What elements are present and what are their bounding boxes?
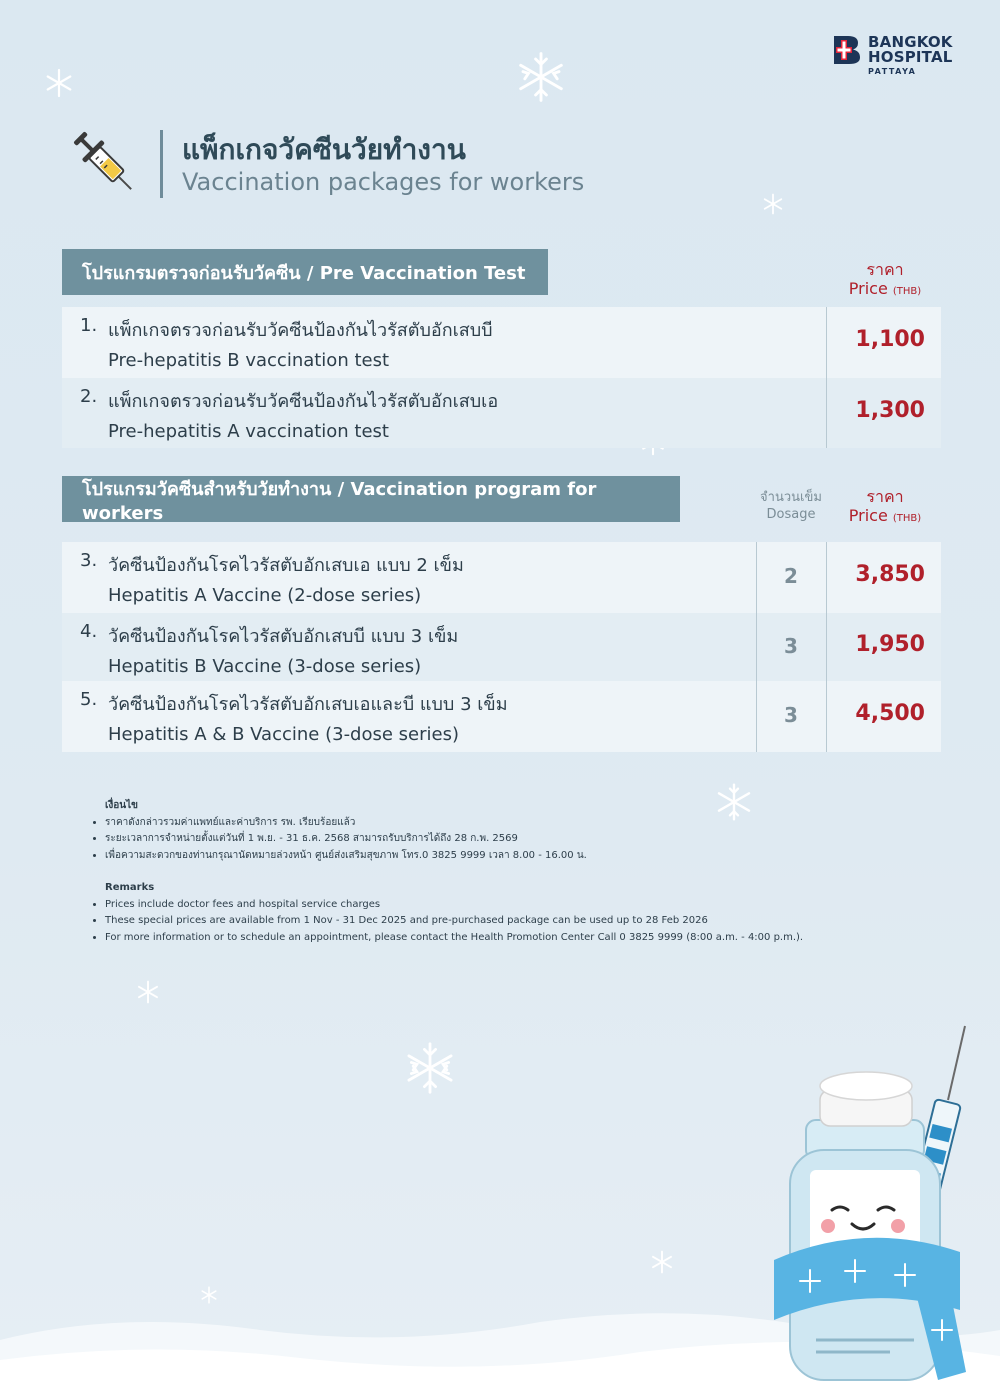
row-price: 4,500 <box>855 701 925 726</box>
list-item: • Prices include doctor fees and hospital service charges <box>105 897 888 914</box>
conditions-list <box>88 815 888 865</box>
row-dosage: 3 <box>784 703 798 727</box>
price-label-th: ราคา <box>866 260 904 279</box>
conditions-heading: เงื่อนไข <box>105 800 139 811</box>
header-divider <box>160 130 163 198</box>
table-row <box>62 613 941 681</box>
row-number: 4. <box>80 621 98 642</box>
row-title-en: Pre-hepatitis B vaccination test <box>108 350 390 371</box>
price-label-th: ราคา <box>866 487 904 506</box>
row-title-th: แพ็กเกจตรวจก่อนรับวัคซีนป้องกันไวรัสตับอักเสบบี <box>108 320 493 341</box>
column-divider <box>756 542 757 752</box>
table-row <box>62 542 941 613</box>
section-header-pre-vaccination: โปรแกรมตรวจก่อนรับวัคซีน / Pre Vaccination Test <box>62 249 548 295</box>
row-number: 1. <box>80 315 98 336</box>
row-price: 1,300 <box>855 398 925 423</box>
column-divider <box>826 542 827 752</box>
row-number: 2. <box>80 386 98 407</box>
dosage-column-header <box>752 489 830 523</box>
brand-line2: HOSPITAL <box>868 48 953 66</box>
price-unit: (THB) <box>892 513 922 524</box>
snowflake-icon <box>44 68 74 98</box>
row-number: 5. <box>80 689 98 710</box>
snowflake-icon <box>762 193 784 215</box>
hospital-logo <box>832 34 962 80</box>
row-title-th: วัคซีนป้องกันโรคไวรัสตับอักเสบเอ แบบ 2 เข็ม <box>108 555 464 576</box>
remarks-list <box>88 897 888 947</box>
page-title-en: Vaccination packages for workers <box>182 168 585 196</box>
snowflake-icon <box>136 980 160 1004</box>
column-divider <box>826 307 827 448</box>
price-column-header <box>840 487 930 528</box>
hospital-logo-icon <box>832 34 862 66</box>
row-price: 1,950 <box>855 632 925 657</box>
page-title-th: แพ็กเกจวัคซีนวัยทำงาน <box>182 133 466 166</box>
price-unit: (THB) <box>892 286 922 297</box>
table-row <box>62 681 941 752</box>
list-item: • เพื่อความสะดวกของท่านกรุณานัดหมายล่วงหน้า ศูนย์ส่งเสริมสุขภาพ โทร.0 3825 9999 เวลา 8.00 - 16.00 น. <box>105 848 888 865</box>
snowflake-icon <box>650 1250 674 1274</box>
list-item: • ระยะเวลาการจำหน่ายตั้งแต่วันที่ 1 พ.ย. - 31 ธ.ค. 2568 สามารถรับบริการได้ถึง 28 ก.พ. 2569 <box>105 831 888 848</box>
price-label-en: Price <box>848 279 888 298</box>
row-title-en: Hepatitis B Vaccine (3-dose series) <box>108 656 422 677</box>
dosage-label-en: Dosage <box>766 507 816 522</box>
row-title-en: Pre-hepatitis A vaccination test <box>108 421 389 442</box>
price-label-en: Price <box>848 506 888 525</box>
snowflake-icon <box>402 1040 458 1096</box>
list-item: • For more information or to schedule an appointment, please contact the Health Promotion Center Call 0 3825 9999 (8:00 a.m. - 4:00 p.m.). <box>105 930 888 947</box>
notes-section <box>88 798 888 946</box>
row-title-th: แพ็กเกจตรวจก่อนรับวัคซีนป้องกันไวรัสตับอักเสบเอ <box>108 391 499 412</box>
row-title-en: Hepatitis A & B Vaccine (3-dose series) <box>108 724 459 745</box>
brand-line3: PATTAYA <box>868 67 917 76</box>
dosage-label-th: จำนวนเข็ม <box>760 490 822 505</box>
section-header-vaccination-program: โปรแกรมวัคซีนสำหรับวัยทำงาน / Vaccination program for workers <box>62 476 680 522</box>
row-dosage: 3 <box>784 634 798 658</box>
row-title-en: Hepatitis A Vaccine (2-dose series) <box>108 585 422 606</box>
vaccine-mascot-icon <box>760 1020 980 1390</box>
table-row <box>62 307 941 378</box>
row-price: 1,100 <box>855 327 925 352</box>
price-column-header <box>840 260 930 301</box>
snowflake-icon <box>514 50 568 104</box>
brand-line1: BANGKOK <box>868 33 953 51</box>
row-title-th: วัคซีนป้องกันโรคไวรัสตับอักเสบบี แบบ 3 เข็ม <box>108 626 459 647</box>
row-title-th: วัคซีนป้องกันโรคไวรัสตับอักเสบเอและบี แบบ 3 เข็ม <box>108 694 508 715</box>
list-item: • These special prices are available from 1 Nov - 31 Dec 2025 and pre-purchased package can be used up to 28 Feb 2026 <box>105 913 888 930</box>
row-dosage: 2 <box>784 564 798 588</box>
syringe-icon <box>66 124 144 202</box>
row-number: 3. <box>80 550 98 571</box>
table-row <box>62 378 941 448</box>
remarks-heading: Remarks <box>105 882 155 893</box>
row-price: 3,850 <box>855 562 925 587</box>
list-item: • ราคาดังกล่าวรวมค่าแพทย์และค่าบริการ รพ. เรียบร้อยแล้ว <box>105 815 888 832</box>
